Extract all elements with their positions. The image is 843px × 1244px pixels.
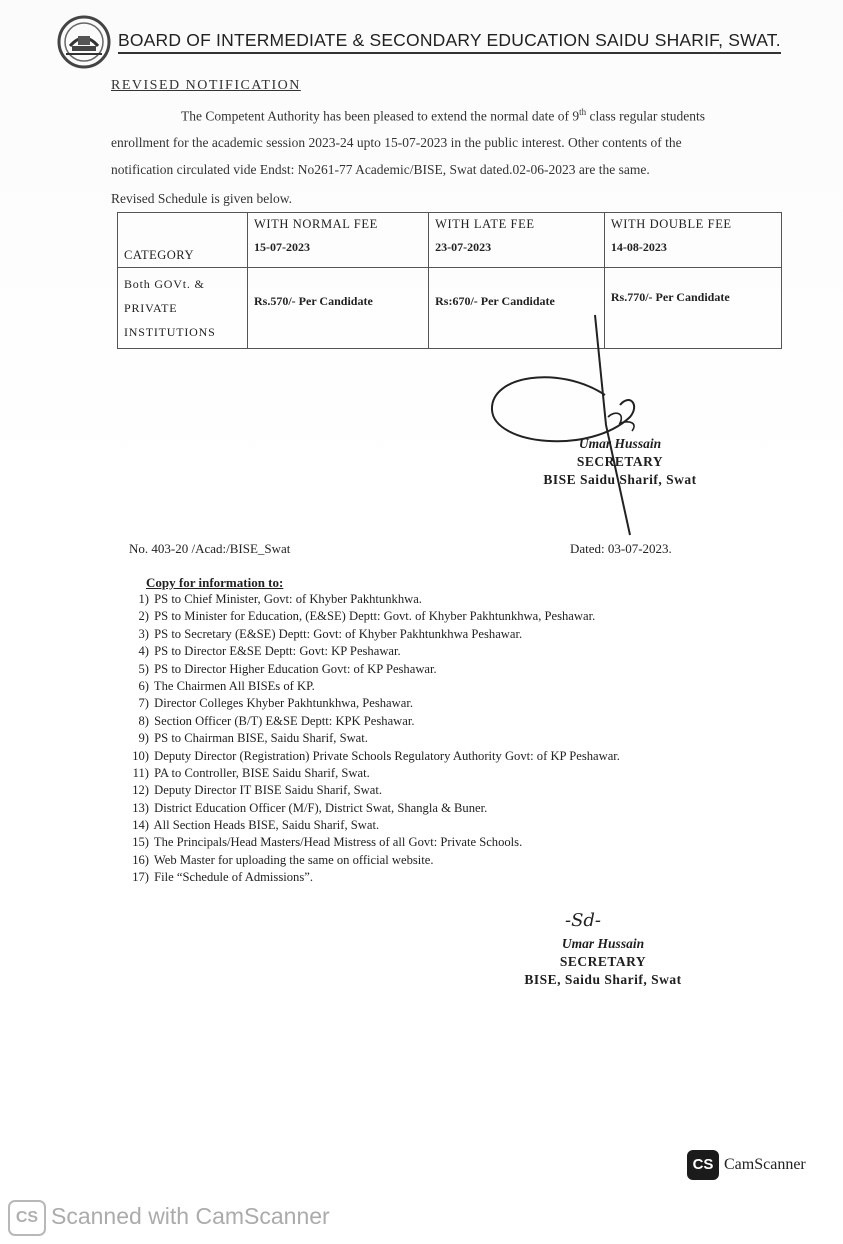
late-fee-label: WITH LATE FEE [435,217,535,231]
list-item-number: 2) [138,609,149,624]
paragraph-line-1-post: class regular students [586,108,705,124]
list-item-text: PS to Secretary (E&SE) Deptt: Govt: of Khyber Pakhtunkhwa Peshawar. [154,626,523,641]
list-item [129,713,620,730]
secretary-title: SECRETARY [559,954,647,969]
list-item-text: Section Officer (B/T) E&SE Deptt: KPK Peshawar. [154,713,415,728]
category-line-3: INSTITUTIONS [124,325,216,339]
board-logo-emblem [56,14,112,70]
category-header [118,213,248,268]
list-item [129,608,620,625]
category-line-1: Both GOVt. & [124,277,205,291]
schedule-data-row [118,268,782,349]
normal-fee-date: 15-07-2023 [254,240,310,254]
signature-block-bottom [503,935,703,989]
category-header-label: CATEGORY [124,248,194,262]
list-item-number: 11) [132,765,149,780]
paragraph-line-1 [181,107,705,125]
list-item-text: Deputy Director IT BISE Saidu Sharif, Swat. [154,783,382,798]
normal-fee-amount: Rs.570/- Per Candidate [248,268,429,349]
secretary-office: BISE Saidu Sharif, Swat [543,472,697,487]
list-item [129,626,620,643]
list-item-text: PA to Controller, BISE Saidu Sharif, Swat. [154,765,370,780]
list-item [129,817,620,834]
list-item [129,852,620,869]
notification-heading: REVISED NOTIFICATION [111,78,301,93]
list-item-number: 14) [132,818,149,833]
camscanner-footer-text: Scanned with CamScanner [51,1203,330,1229]
camscanner-label: CamScanner [724,1156,806,1173]
list-item-text: PS to Minister for Education, (E&SE) Deptt: Govt. of Khyber Pakhtunkhwa, Peshawar. [154,609,596,624]
list-item [129,730,620,747]
list-item [129,643,620,660]
copy-heading: Copy for information to: [146,575,284,590]
secretary-office: BISE, Saidu Sharif, Swat [524,972,682,987]
list-item [129,834,620,851]
list-item-number: 6) [138,678,149,693]
list-item [129,661,620,678]
list-item [129,678,620,695]
paragraph-line-4: Revised Schedule is given below. [111,191,292,206]
list-item-number: 13) [132,800,149,815]
header-normal-fee [248,213,429,268]
list-item-number: 4) [138,644,149,659]
late-fee-date: 23-07-2023 [435,240,492,254]
list-item [129,695,620,712]
list-item-number: 7) [138,696,149,711]
list-item-text: Director Colleges Khyber Pakhtunkhwa, Peshawar. [154,696,413,711]
paragraph-line-1-pre: The Competent Authority has been pleased to extend the normal date of 9 [181,108,580,124]
sd-mark: -Sd- [565,910,602,931]
list-item [129,765,620,782]
secretary-name: Umar Hussain [561,936,645,951]
dated-text: Dated: 03-07-2023. [570,541,672,556]
header-late-fee [429,213,605,268]
list-item-text: The Chairmen All BISEs of KP. [153,678,315,693]
list-item-text: PS to Director Higher Education Govt: of KP Peshawar. [154,661,437,676]
list-item-text: File “Schedule of Admissions”. [154,870,313,885]
paragraph-line-3: notification circulated vide Endst: No261-77 Academic/BISE, Swat dated.02-06-2023 are the same. [111,162,650,177]
list-item [129,782,620,799]
list-item-number: 8) [138,713,149,728]
camscanner-badge-icon: CS [687,1150,719,1180]
list-item-number: 16) [132,852,149,867]
list-item [129,869,620,886]
list-item-number: 5) [138,661,149,676]
double-fee-amount: Rs.770/- Per Candidate [604,268,781,349]
list-item-text: PS to Chairman BISE, Saidu Sharif, Swat. [154,731,368,746]
late-fee-amount: Rs:670/- Per Candidate [429,268,605,349]
schedule-header-row [118,213,782,268]
list-item [129,748,620,765]
list-item-number: 12) [132,783,149,798]
camscanner-footer-icon: CS [8,1200,46,1236]
list-item [129,800,620,817]
schedule-table [117,212,782,349]
list-item-text: Deputy Director (Registration) Private Schools Regulatory Authority Govt: of KP Peshawar. [154,748,620,763]
list-item-text: PS to Chief Minister, Govt: of Khyber Pakhtunkhwa. [154,592,422,606]
list-item [129,591,620,608]
list-item-number: 10) [132,748,149,763]
reference-number: No. 403-20 /Acad:/BISE_Swat [129,541,291,556]
list-item-text: The Principals/Head Masters/Head Mistress of all Govt: Private Schools. [153,835,523,850]
category-cell [118,268,248,349]
list-item-text: District Education Officer (M/F), District Swat, Shangla & Buner. [154,800,488,815]
list-item-text: PS to Director E&SE Deptt: Govt: KP Peshawar. [154,644,401,659]
copy-list [129,591,620,887]
list-item-number: 17) [132,870,149,885]
list-item-text: All Section Heads BISE, Saidu Sharif, Swat. [153,818,380,833]
list-item-number: 1) [138,592,149,606]
normal-fee-label: WITH NORMAL FEE [254,217,378,231]
list-item-number: 3) [138,626,149,641]
list-item-text: Web Master for uploading the same on official website. [153,852,434,867]
list-item-number: 9) [138,731,149,746]
ordinal-suffix: th [579,107,587,117]
secretary-name: Umar Hussain [578,436,662,451]
category-line-2: PRIVATE [124,301,178,315]
header-double-fee [604,213,781,268]
secretary-title: SECRETARY [576,454,664,469]
board-title: BOARD OF INTERMEDIATE & SECONDARY EDUCATION SAIDU SHARIF, SWAT. [118,30,781,54]
double-fee-date: 14-08-2023 [610,240,667,254]
signature-block-top [520,435,720,489]
list-item-number: 15) [132,835,149,850]
paragraph-line-2: enrollment for the academic session 2023-24 upto 15-07-2023 in the public interest. Other contents of the [111,135,682,150]
handwritten-signature [480,305,680,545]
double-fee-label: WITH DOUBLE FEE [610,217,732,231]
